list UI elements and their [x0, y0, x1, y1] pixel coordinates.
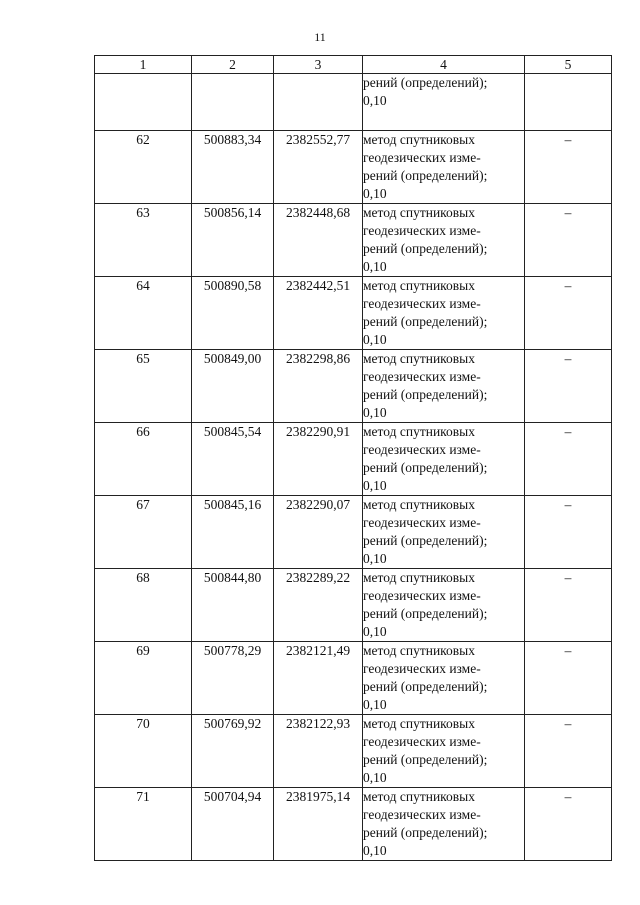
cell-note: –: [525, 277, 612, 350]
table-row-continuation: [95, 74, 612, 131]
table-row: [95, 350, 612, 423]
table-row: [95, 131, 612, 204]
cell-method: [363, 788, 525, 861]
cell-num: [95, 74, 192, 131]
method-line: геодезических изме-: [363, 150, 481, 165]
method-line: 0,10: [363, 770, 387, 785]
method-line: метод спутниковых: [363, 205, 475, 220]
column-header-4: 4: [363, 56, 525, 74]
cell-x: 500778,29: [192, 642, 274, 715]
table-row: [95, 277, 612, 350]
cell-y: 2382122,93: [274, 715, 363, 788]
method-line: рений (определений);: [363, 168, 488, 183]
cell-method: [363, 74, 525, 131]
method-line: геодезических изме-: [363, 442, 481, 457]
column-header-3: 3: [274, 56, 363, 74]
cell-method: [363, 715, 525, 788]
method-line: метод спутниковых: [363, 789, 475, 804]
cell-y: 2382298,86: [274, 350, 363, 423]
cell-x: 500769,92: [192, 715, 274, 788]
method-line: метод спутниковых: [363, 132, 475, 147]
cell-method: [363, 496, 525, 569]
method-line: 0,10: [363, 624, 387, 639]
cell-method: [363, 642, 525, 715]
method-line: геодезических изме-: [363, 734, 481, 749]
method-line: геодезических изме-: [363, 588, 481, 603]
method-line: геодезических изме-: [363, 369, 481, 384]
cell-y: 2382442,51: [274, 277, 363, 350]
cell-method: [363, 423, 525, 496]
method-line: 0,10: [363, 332, 387, 347]
method-line: рений (определений);: [363, 825, 488, 840]
method-line: метод спутниковых: [363, 716, 475, 731]
cell-x: 500845,16: [192, 496, 274, 569]
method-line: рений (определений);: [363, 606, 488, 621]
method-line: 0,10: [363, 259, 387, 274]
cell-y: 2382290,07: [274, 496, 363, 569]
method-line: рений (определений);: [363, 387, 488, 402]
cell-y: 2382552,77: [274, 131, 363, 204]
cell-note: –: [525, 642, 612, 715]
cell-y: 2381975,14: [274, 788, 363, 861]
cell-num: 69: [95, 642, 192, 715]
method-line: геодезических изме-: [363, 515, 481, 530]
method-line: метод спутниковых: [363, 643, 475, 658]
page-number: 11: [314, 30, 326, 44]
table-row: [95, 788, 612, 861]
method-line: рений (определений);: [363, 533, 488, 548]
cell-x: 500844,80: [192, 569, 274, 642]
method-line: геодезических изме-: [363, 661, 481, 676]
method-line: 0,10: [363, 551, 387, 566]
cell-num: 63: [95, 204, 192, 277]
cell-num: 68: [95, 569, 192, 642]
cell-note: –: [525, 715, 612, 788]
cell-method: [363, 350, 525, 423]
method-line: рений (определений);: [363, 314, 488, 329]
method-line: геодезических изме-: [363, 223, 481, 238]
cell-method: [363, 277, 525, 350]
cell-y: 2382448,68: [274, 204, 363, 277]
cell-x: 500856,14: [192, 204, 274, 277]
method-line: 0,10: [363, 186, 387, 201]
cell-x: [192, 74, 274, 131]
cell-num: 65: [95, 350, 192, 423]
cell-note: –: [525, 423, 612, 496]
cell-x: 500890,58: [192, 277, 274, 350]
column-header-2: 2: [192, 56, 274, 74]
table-row: [95, 715, 612, 788]
cell-y: [274, 74, 363, 131]
cell-method: [363, 204, 525, 277]
cell-note: –: [525, 350, 612, 423]
method-line: метод спутниковых: [363, 497, 475, 512]
cell-method: [363, 131, 525, 204]
cell-num: 67: [95, 496, 192, 569]
method-line: рений (определений);: [363, 460, 488, 475]
cell-num: 70: [95, 715, 192, 788]
method-line: геодезических изме-: [363, 807, 481, 822]
method-line: 0,10: [363, 697, 387, 712]
column-header-1: 1: [95, 56, 192, 74]
cell-num: 66: [95, 423, 192, 496]
table-row: [95, 642, 612, 715]
cell-note: –: [525, 569, 612, 642]
method-line: рений (определений);: [363, 241, 488, 256]
cell-note: –: [525, 131, 612, 204]
method-line: метод спутниковых: [363, 351, 475, 366]
cell-note: –: [525, 496, 612, 569]
method-line: 0,10: [363, 478, 387, 493]
column-header-5: 5: [525, 56, 612, 74]
method-line: метод спутниковых: [363, 424, 475, 439]
method-line: рений (определений);: [363, 679, 488, 694]
method-line: рений (определений);: [363, 75, 488, 90]
cell-y: 2382289,22: [274, 569, 363, 642]
table-row: [95, 204, 612, 277]
method-line: 0,10: [363, 93, 387, 108]
cell-num: 64: [95, 277, 192, 350]
cell-x: 500849,00: [192, 350, 274, 423]
method-line: метод спутниковых: [363, 278, 475, 293]
cell-y: 2382121,49: [274, 642, 363, 715]
cell-note: [525, 74, 612, 131]
method-line: 0,10: [363, 405, 387, 420]
method-line: геодезических изме-: [363, 296, 481, 311]
cell-note: –: [525, 788, 612, 861]
table-row: [95, 496, 612, 569]
method-line: метод спутниковых: [363, 570, 475, 585]
table-row: [95, 423, 612, 496]
method-line: 0,10: [363, 843, 387, 858]
cell-x: 500704,94: [192, 788, 274, 861]
cell-x: 500845,54: [192, 423, 274, 496]
table-row: [95, 569, 612, 642]
method-line: рений (определений);: [363, 752, 488, 767]
table-header-row: [95, 56, 612, 74]
cell-x: 500883,34: [192, 131, 274, 204]
cell-num: 71: [95, 788, 192, 861]
cell-method: [363, 569, 525, 642]
cell-note: –: [525, 204, 612, 277]
cell-y: 2382290,91: [274, 423, 363, 496]
coordinates-table: [94, 55, 612, 861]
cell-num: 62: [95, 131, 192, 204]
